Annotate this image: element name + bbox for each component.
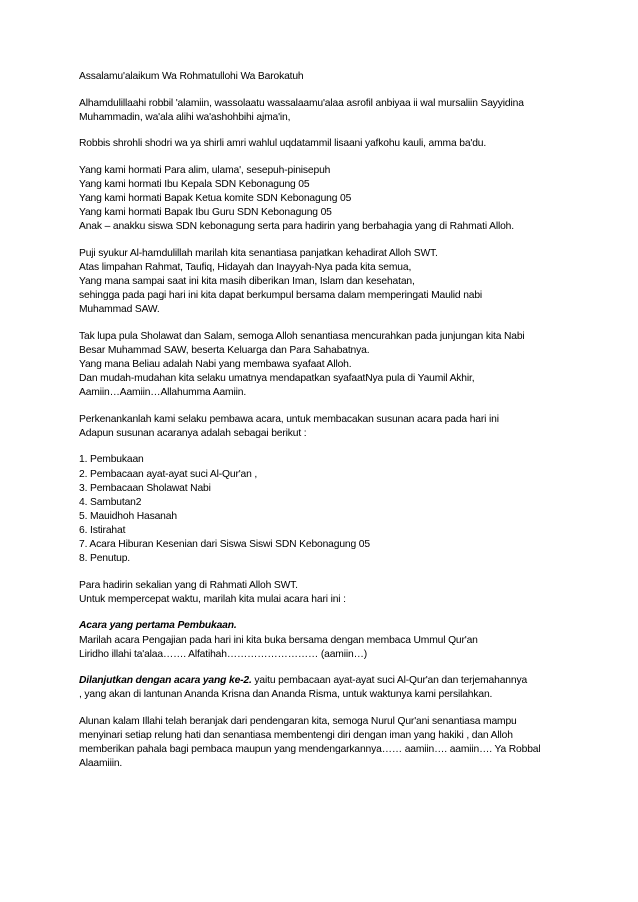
hamdalah-paragraph	[79, 97, 569, 125]
list-item: 4. Sambutan2	[79, 496, 142, 508]
perkenalan-paragraph	[79, 413, 569, 441]
hormat-line: Yang kami hormati Bapak Ketua komite SDN Kebonagung 05	[79, 193, 352, 205]
syukur-paragraph	[79, 247, 569, 317]
perkenalan-line: Perkenankanlah kami selaku pembawa acara, untuk membacakan susunan acara pada hari ini	[79, 413, 499, 425]
list-item: 5. Mauidhoh Hasanah	[79, 510, 177, 522]
syukur-line: Atas limpahan Rahmat, Taufiq, Hidayah dan Inayyah-Nya pada kita semua,	[79, 261, 412, 273]
penutup-qiroah-line: Alunan kalam Illahi telah beranjak dari pendengaran kita, semoga Nurul Qur'ani senantiasa mampu	[79, 715, 517, 727]
penutup-qiroah-line: memberikan pahala bagi pembaca maupun yang mendengarkannya…… aamiin…. aamiin…. Ya Robbal	[79, 744, 541, 756]
sholawat-line: Tak lupa pula Sholawat dan Salam, semoga Alloh senantiasa mencurahkan pada junjungan kita Nabi	[79, 330, 525, 342]
list-item: 7. Acara Hiburan Kesenian dari Siswa Siswi SDN Kebonagung 05	[79, 539, 370, 551]
acara-kedua-line-rest: yaitu pembacaan ayat-ayat suci Al-Qur'an dan terjemahannya	[251, 675, 528, 687]
sholawat-line: Yang mana Beliau adalah Nabi yang membawa syafaat Alloh.	[79, 359, 352, 370]
penutup-qiroah-paragraph	[79, 715, 569, 771]
syukur-line: Muhammad SAW.	[79, 304, 160, 316]
susunan-acara-list	[79, 453, 569, 566]
doa-pembuka-paragraph	[79, 137, 569, 151]
list-item: 2. Pembacaan ayat-ayat suci Al-Qur'an ,	[79, 468, 258, 480]
sholawat-line: Dan mudah-mudahan kita selaku umatnya mendapatkan syafaatNya pula di Yaumil Akhir,	[79, 373, 475, 385]
hormat-line: Yang kami hormati Para alim, ulama', sesepuh-pinisepuh	[79, 164, 331, 176]
doa-pembuka-line: Robbis shrohli shodri wa ya shirli amri wahlul uqdatammil lisaani yafkohu kauli, amma ba'du.	[79, 138, 487, 150]
sholawat-line: Besar Muhammad SAW, beserta Keluarga dan Para Sahabatnya.	[79, 344, 370, 356]
document-page	[79, 70, 569, 784]
list-item: 8. Penutup.	[79, 553, 131, 565]
acara-pertama-line: Liridho illahi ta'alaa……. Alfatihah……………………… (aamiin…)	[79, 648, 367, 660]
hormat-line: Anak – anakku siswa SDN kebonagung serta para hadirin yang berbahagia yang di Rahmati Alloh.	[79, 221, 514, 233]
sholawat-line: Aamiin…Aamiin…Allahumma Aamiin.	[79, 387, 247, 399]
sholawat-paragraph	[79, 330, 569, 400]
acara-kedua-line: , yang akan di lantunan Ananda Krisna dan Ananda Risma, untuk waktunya kami persilahkan.	[79, 689, 493, 701]
hormat-line: Yang kami hormati Ibu Kepala SDN Kebonagung 05	[79, 178, 310, 190]
syukur-line: sehingga pada pagi hari ini kita dapat berkumpul bersama dalam memperingati Maulid nabi	[79, 290, 483, 302]
hormat-line: Yang kami hormati Bapak Ibu Guru SDN Kebonagung 05	[79, 207, 332, 219]
penutup-qiroah-line: menyinari setiap relung hati dan senantiasa membentengi diri dengan iman yang hakiki , dan Alloh	[79, 729, 513, 741]
acara-kedua-paragraph	[79, 674, 569, 702]
perkenalan-line: Adapun susunan acaranya adalah sebagai berikut :	[79, 427, 307, 439]
greeting	[79, 70, 569, 84]
list-item: 1. Pembukaan	[79, 454, 144, 466]
syukur-line: Yang mana sampai saat ini kita masih diberikan Iman, Islam dan kesehatan,	[79, 276, 415, 288]
hormat-paragraph	[79, 164, 569, 234]
mulai-paragraph	[79, 579, 569, 607]
acara-kedua-heading: Dilanjutkan dengan acara yang ke-2.	[79, 675, 252, 687]
hamdalah-line: Muhammadin, wa'ala alihi wa'ashohbihi ajma'in,	[79, 111, 291, 123]
mulai-line: Para hadirin sekalian yang di Rahmati Alloh SWT.	[79, 579, 298, 591]
acara-pertama-line: Marilah acara Pengajian pada hari ini kita buka bersama dengan membaca Ummul Qur'an	[79, 634, 478, 646]
list-item: 6. Istirahat	[79, 524, 126, 536]
hamdalah-line: Alhamdulillaahi robbil 'alamiin, wassolaatu wassalaamu'alaa asrofil anbiyaa ii wal mursaliin Sayyidina	[79, 97, 524, 109]
list-item: 3. Pembacaan Sholawat Nabi	[79, 482, 211, 494]
acara-kedua-first-line	[79, 674, 569, 688]
penutup-qiroah-line: Alaamiiin.	[79, 758, 123, 770]
mulai-line: Untuk mempercepat waktu, marilah kita mulai acara hari ini :	[79, 593, 346, 605]
syukur-line: Puji syukur Al-hamdulillah marilah kita senantiasa panjatkan kehadirat Alloh SWT.	[79, 247, 438, 259]
acara-pertama-heading: Acara yang pertama Pembukaan.	[79, 620, 237, 632]
acara-pertama-paragraph	[79, 619, 569, 661]
greeting-line: Assalamu'alaikum Wa Rohmatullohi Wa Barokatuh	[79, 71, 304, 82]
